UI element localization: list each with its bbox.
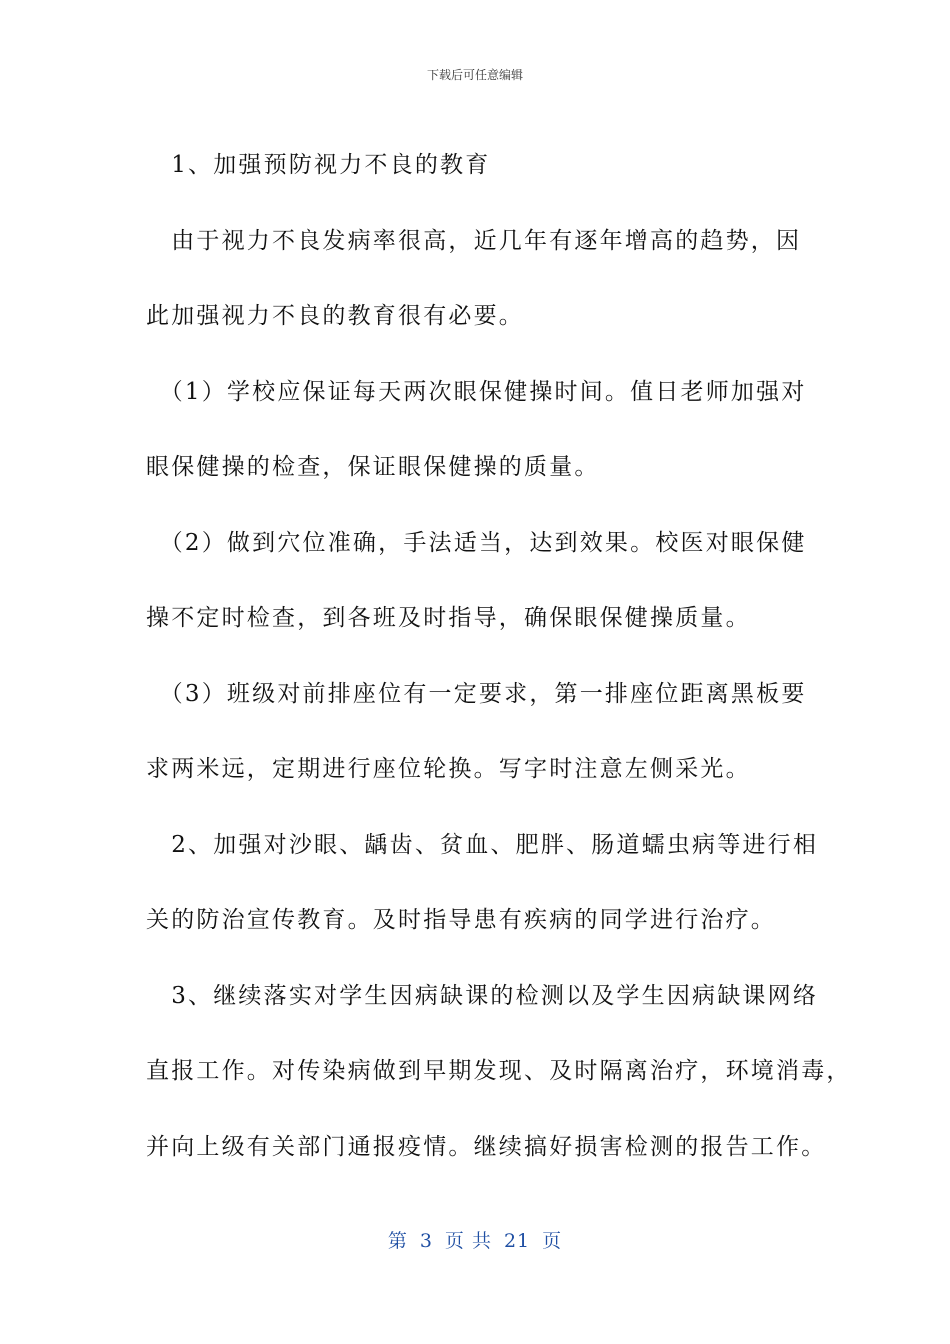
text-line: 直报工作。对传染病做到早期发现、及时隔离治疗，环境消毒， (146, 1058, 852, 1084)
text-line: 此加强视力不良的教育很有必要。 (146, 303, 524, 329)
text-line: 1、加强预防视力不良的教育 (146, 152, 491, 178)
text-line: 并向上级有关部门通报疫情。继续搞好损害检测的报告工作。 (146, 1133, 827, 1160)
text-line: 关的防治宣传教育。及时指导患有疾病的同学进行治疗。 (146, 907, 776, 933)
text-line: 由于视力不良发病率很高，近几年有逐年增高的趋势，因 (146, 227, 802, 254)
footer-middle: 页 共 (444, 1230, 492, 1252)
text-line: 求两米远，定期进行座位轮换。写字时注意左侧采光。 (146, 756, 751, 782)
current-page-number: 3 (419, 1230, 433, 1252)
total-pages-number: 21 (503, 1230, 531, 1252)
text-line: （3）班级对前排座位有一定要求，第一排座位距离黑板要 (146, 680, 807, 707)
page-footer (0, 1226, 950, 1253)
document-body (146, 128, 852, 1185)
footer-prefix: 第 (387, 1230, 408, 1252)
text-line: 3、继续落实对学生因病缺课的检测以及学生因病缺课网络 (146, 982, 819, 1009)
text-line: （2）做到穴位准确，手法适当，达到效果。校医对眼保健 (146, 529, 807, 556)
text-line: 眼保健操的检查，保证眼保健操的质量。 (146, 454, 600, 480)
page-header: 下载后可任意编辑 (426, 68, 523, 82)
text-line: 操不定时检查，到各班及时指导，确保眼保健操质量。 (146, 605, 751, 631)
text-line: 2、加强对沙眼、龋齿、贫血、肥胖、肠道蠕虫病等进行相 (146, 831, 819, 858)
footer-suffix: 页 (542, 1230, 563, 1252)
text-line: （1）学校应保证每天两次眼保健操时间。值日老师加强对 (146, 378, 807, 405)
